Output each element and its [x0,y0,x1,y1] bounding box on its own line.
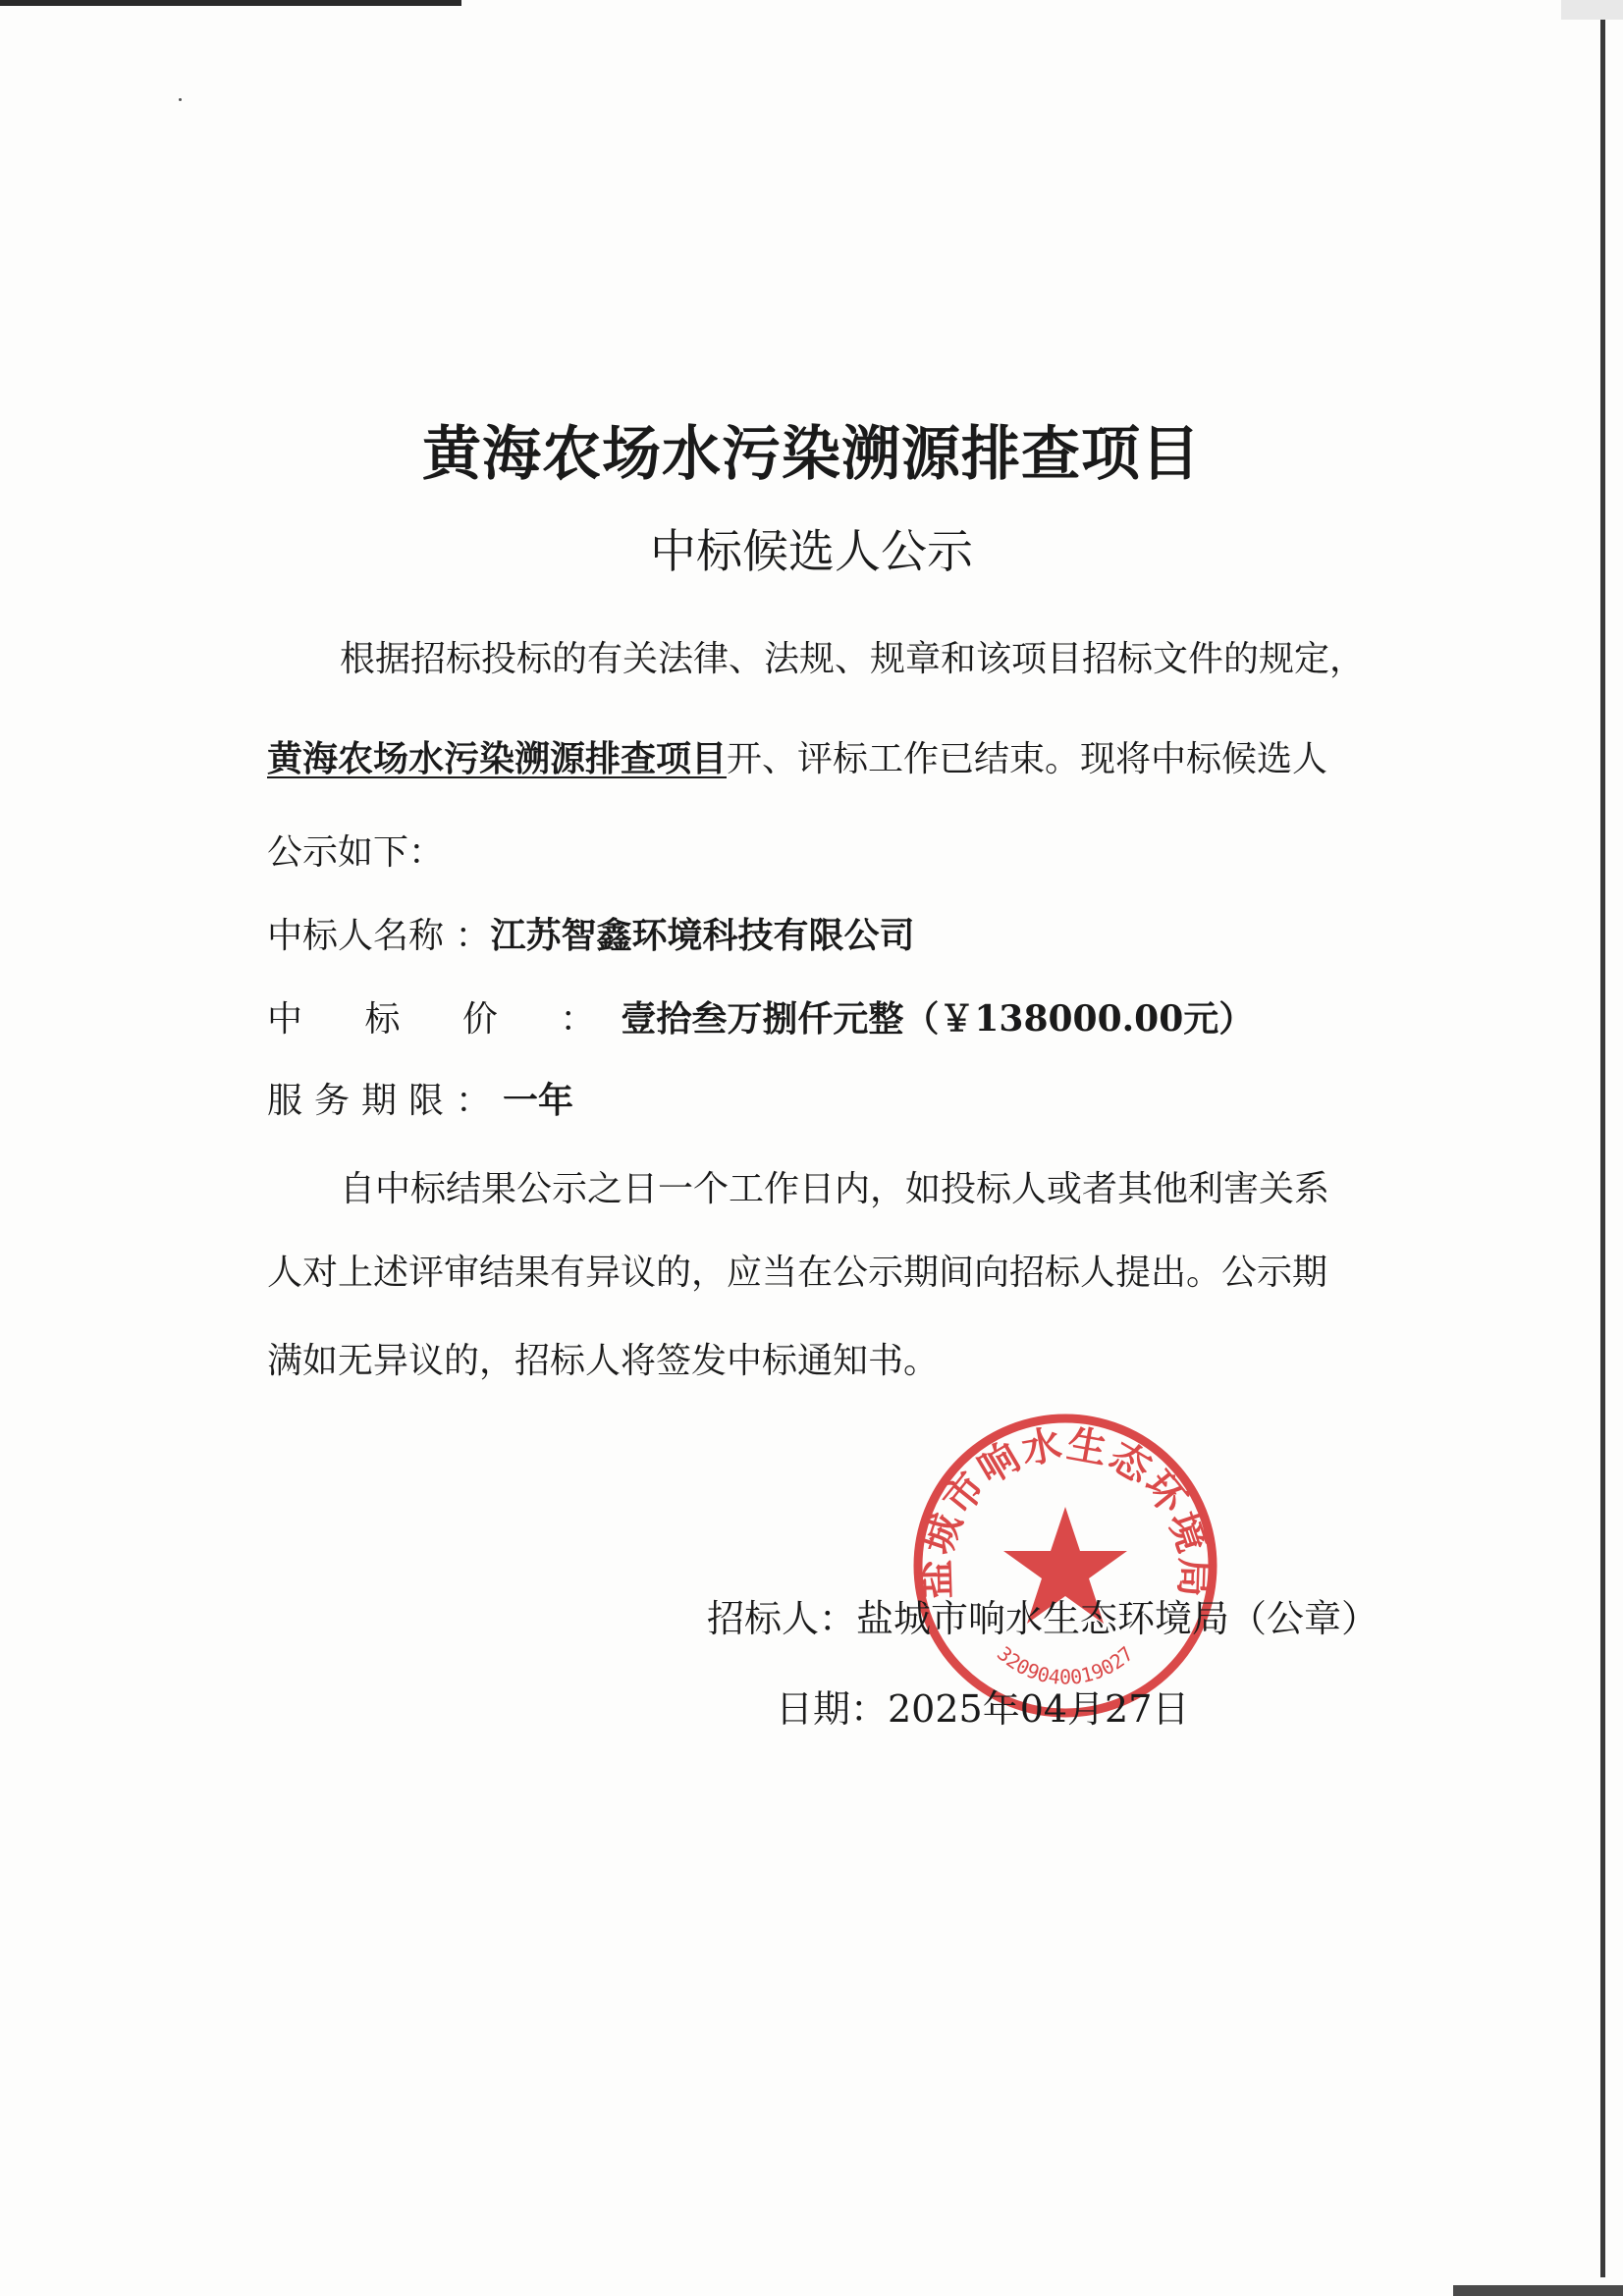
seal-code-text: 3209040019027 [992,1641,1139,1689]
document-subtitle: 中标候选人公示 [650,525,973,579]
price-row [267,998,1254,1041]
period-label: 服务期限： [267,1081,504,1121]
period-row [267,1080,573,1122]
price-label: 中 标 价 ： [267,999,622,1040]
intro-line-2-rest: 开、评标工作已结束。现将中标候选人 [727,739,1328,779]
period-value: 一年 [503,1080,574,1121]
price-value: 壹拾叁万捌仟元整（￥138000.00元） [621,998,1255,1040]
scan-edge-top [0,0,461,6]
winner-value: 江苏智鑫环境科技有限公司 [490,915,915,956]
project-name: 黄海农场水污染溯源排查项目 [267,738,728,779]
scan-edge-corner [1561,0,1623,20]
scan-edge-right [1600,20,1605,2277]
intro-line-1: 根据招标投标的有关法律、法规、规章和该项目招标文件的规定， [340,639,1366,679]
seal-name-text: 盐城市响水生态环境局 [913,1421,1217,1600]
winner-label: 中标人名称 ： [267,916,491,956]
notice-line-3: 满如无异议的，招标人将签发中标通知书。 [267,1341,940,1381]
notice-line-1: 自中标结果公示之日一个工作日内，如投标人或者其他利害关系 [340,1169,1330,1209]
signature-date: 日期：2025年04月27日 [776,1687,1190,1731]
tenderer-signature: 招标人：盐城市响水生态环境局（公章） [707,1597,1380,1640]
winner-row [267,915,914,957]
notice-line-2: 人对上述评审结果有异议的，应当在公示期间向招标人提出。公示期 [267,1253,1328,1293]
scan-edge-bottom [1453,2285,1623,2296]
document-title: 黄海农场水污染溯源排查项目 [422,420,1201,489]
intro-line-3: 公示如下： [267,832,445,873]
scan-speck [179,98,182,101]
intro-line-2 [267,738,1327,780]
